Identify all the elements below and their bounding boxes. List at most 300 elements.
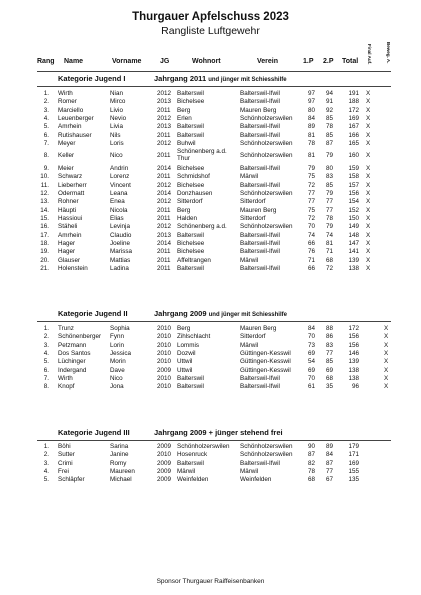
cell-jg: 2012	[157, 140, 172, 148]
category-year: Jahrgang 2009	[154, 309, 207, 318]
cell-p2: 79	[325, 152, 333, 160]
cell-verein: Märwil	[240, 173, 259, 181]
cell-p2: 72	[325, 265, 333, 272]
cell-rang: 17.	[40, 231, 49, 239]
cell-verein: Mauren Berg	[240, 206, 277, 214]
cell-p1: 71	[307, 256, 315, 264]
category-name: Kategorie Jugend I	[58, 74, 126, 83]
table-row	[0, 223, 421, 231]
cell-p1: 97	[307, 90, 315, 97]
cell-verein: Schönholzerswilen	[240, 451, 293, 459]
cell-name: Frei	[58, 467, 69, 475]
cell-name: Wirth	[58, 90, 73, 97]
cell-jg: 2012	[157, 115, 172, 123]
cell-vorname: Fynn	[110, 333, 124, 341]
cell-final-mark: X	[366, 131, 371, 139]
cell-verein: Balterswil-Ifwil	[240, 265, 280, 272]
cell-vorname: Nian	[110, 90, 123, 97]
cell-rang: 3.	[43, 341, 49, 349]
category-group	[154, 309, 287, 318]
cell-rang: 9.	[43, 164, 49, 172]
cell-wohnort: Sitterdorf	[177, 198, 203, 206]
cell-beweg-mark: X	[384, 374, 389, 382]
cell-name: Lieberherr	[58, 181, 87, 189]
cell-verein: Balterswil-Ifwil	[240, 248, 280, 256]
cell-verein: Sitterdorf	[240, 214, 266, 222]
cell-p2: 92	[325, 106, 333, 114]
cell-wohnort: Schönenberg a.d.	[177, 223, 227, 231]
cell-verein: Güttingen-Kesswil	[240, 349, 291, 357]
cell-p2: 67	[325, 476, 333, 484]
table-row	[0, 140, 421, 148]
cell-vorname: Livia	[110, 123, 123, 131]
table-row	[0, 198, 421, 206]
table-row	[0, 451, 421, 459]
cell-verein: Balterswil-Ifwil	[240, 231, 280, 239]
header-p2: 2.P	[323, 58, 334, 65]
table-row	[0, 333, 421, 341]
cell-p1: 54	[307, 358, 315, 366]
cell-verein: Güttingen-Kesswil	[240, 366, 291, 374]
cell-rang: 4.	[43, 467, 49, 475]
cell-vorname: Romy	[110, 459, 127, 467]
cell-p1: 73	[307, 341, 315, 349]
cell-p2: 77	[325, 349, 333, 357]
category-header	[0, 428, 421, 440]
cell-p1: 70	[307, 333, 315, 341]
cell-p2: 35	[325, 383, 333, 391]
cell-jg: 2012	[157, 181, 172, 189]
cell-rang: 21.	[40, 265, 49, 272]
cell-total: 141	[348, 248, 359, 256]
category-note: und jünger mit Schiesshilfe	[208, 77, 287, 83]
cell-verein: Sitterdorf	[240, 333, 266, 341]
cell-vorname: Dave	[110, 366, 125, 374]
table-row	[0, 107, 421, 115]
cell-name: Dos Santos	[58, 349, 91, 357]
cell-vorname: Sophia	[110, 325, 130, 332]
cell-jg: 2012	[157, 198, 172, 206]
cell-name: Indergand	[58, 366, 87, 374]
cell-verein: Sitterdorf	[240, 198, 266, 206]
cell-p2: 86	[325, 333, 333, 341]
cell-wohnort: Berg	[177, 106, 191, 114]
cell-verein: Balterswil-Ifwil	[240, 98, 280, 106]
cell-name: Böhi	[58, 443, 71, 450]
cell-verein: Märwil	[240, 341, 259, 349]
cell-final-mark: X	[366, 256, 371, 264]
cell-wohnort: Bichelsee	[177, 181, 205, 189]
cell-p1: 66	[307, 265, 315, 272]
cell-total: 155	[348, 467, 359, 475]
cell-p2: 77	[325, 467, 333, 475]
cell-final-mark: X	[366, 206, 371, 214]
cell-final-mark: X	[366, 239, 371, 247]
cell-vorname: Loris	[110, 140, 124, 148]
cell-vorname: Nicola	[110, 206, 128, 214]
cell-rang: 7.	[43, 140, 49, 148]
cell-vorname: Jessica	[110, 349, 131, 357]
cell-p2: 78	[325, 214, 333, 222]
cell-name: Amrhein	[58, 231, 82, 239]
cell-p2: 83	[325, 173, 333, 181]
cell-jg: 2013	[157, 231, 172, 239]
cell-verein: Balterswil-Ifwil	[240, 90, 280, 97]
table-row	[0, 173, 421, 181]
cell-wohnort: Balterswil	[177, 383, 204, 391]
cell-total: 169	[348, 459, 359, 467]
cell-p2: 85	[325, 131, 333, 139]
cell-p1: 61	[307, 383, 315, 391]
header-name: Name	[64, 58, 84, 65]
cell-final-mark: X	[366, 265, 371, 272]
cell-total: 158	[348, 173, 359, 181]
cell-jg: 2012	[157, 223, 172, 231]
cell-rang: 14.	[40, 206, 49, 214]
cell-jg: 2010	[157, 325, 172, 332]
table-row	[0, 132, 421, 140]
cell-vorname: Joeline	[110, 239, 130, 247]
cell-jg: 2009	[157, 443, 172, 450]
cell-rang: 10.	[40, 173, 49, 181]
cell-p1: 81	[307, 131, 315, 139]
category-group	[154, 428, 283, 437]
cell-jg: 2009	[157, 366, 172, 374]
cell-total: 146	[348, 349, 359, 357]
cell-p1: 69	[307, 366, 315, 374]
cell-wohnort: Buhwil	[177, 140, 196, 148]
cell-total: 148	[348, 231, 359, 239]
cell-p1: 81	[307, 152, 315, 160]
cell-vorname: Janine	[110, 451, 129, 459]
cell-total: 159	[348, 164, 359, 172]
cell-wohnort: Dozwil	[177, 349, 196, 357]
cell-name: Knopf	[58, 383, 75, 391]
cell-total: 152	[348, 206, 359, 214]
cell-jg: 2011	[157, 131, 171, 139]
cell-total: 179	[348, 443, 359, 450]
cell-vorname: Michael	[110, 476, 132, 484]
cell-rang: 5.	[43, 123, 49, 131]
table-row	[0, 443, 421, 451]
cell-total: 138	[348, 374, 359, 382]
cell-name: Schönenberger	[58, 333, 102, 341]
cell-final-mark: X	[366, 123, 371, 131]
cell-final-mark: X	[366, 164, 371, 172]
header-rule	[37, 71, 391, 72]
cell-rang: 4.	[43, 349, 49, 357]
cell-name: Stäheli	[58, 223, 78, 231]
cell-total: 138	[348, 366, 359, 374]
category-header	[0, 309, 421, 321]
cell-p2: 74	[325, 231, 333, 239]
cell-verein: Balterswil-Ifwil	[240, 123, 280, 131]
cell-vorname: Marissa	[110, 248, 133, 256]
cell-p1: 69	[307, 349, 315, 357]
table-row	[0, 350, 421, 358]
cell-p1: 70	[307, 223, 315, 231]
cell-name: Odermatt	[58, 189, 85, 197]
cell-p2: 81	[325, 239, 333, 247]
document-subtitle: Rangliste Luftgewehr	[161, 25, 260, 37]
cell-name: Petzmann	[58, 341, 87, 349]
cell-p1: 75	[307, 173, 315, 181]
cell-wohnort: Uttwil	[177, 358, 193, 366]
cell-verein: Balterswil-Ifwil	[240, 374, 280, 382]
cell-p1: 90	[307, 443, 315, 450]
cell-name: Wirth	[58, 374, 73, 382]
cell-vorname: Nico	[110, 152, 123, 160]
cell-rang: 8.	[43, 383, 49, 391]
table-row	[0, 367, 421, 375]
cell-p2: 79	[325, 223, 333, 231]
cell-final-mark: X	[366, 189, 371, 197]
category-rule	[37, 440, 391, 441]
cell-vorname: Leana	[110, 189, 128, 197]
cell-rang: 5.	[43, 476, 49, 484]
cell-name: Keller	[58, 152, 75, 160]
cell-rang: 3.	[43, 459, 49, 467]
table-row	[0, 215, 421, 223]
cell-wohnort: Zihlschlacht	[177, 333, 211, 341]
cell-total: 191	[348, 90, 359, 97]
cell-total: 139	[348, 358, 359, 366]
cell-p1: 82	[307, 459, 315, 467]
cell-total: 160	[348, 152, 359, 160]
category-year: Jahrgang 2009 + jünger stehend frei	[154, 428, 283, 437]
cell-rang: 18.	[40, 239, 49, 247]
cell-p2: 69	[325, 366, 333, 374]
table-row	[0, 115, 421, 123]
header-total: Total	[342, 58, 359, 65]
cell-verein: Balterswil-Ifwil	[240, 239, 280, 247]
cell-verein: Schönholzerswilen	[240, 189, 293, 197]
category-header	[0, 74, 421, 86]
cell-wohnort: Schmidshof	[177, 173, 210, 181]
cell-vorname: Lorenz	[110, 173, 130, 181]
header-rang: Rang	[37, 58, 55, 65]
cell-wohnort: Bichelsee	[177, 164, 205, 172]
cell-jg: 2010	[157, 341, 172, 349]
cell-jg: 2012	[157, 90, 172, 97]
header-vorname: Vorname	[112, 58, 142, 65]
cell-p1: 87	[307, 451, 315, 459]
cell-name: Hager	[58, 248, 76, 256]
cell-beweg-mark: X	[384, 341, 389, 349]
cell-p1: 80	[307, 106, 315, 114]
table-row	[0, 240, 421, 248]
cell-wohnort: Balterswil	[177, 131, 204, 139]
header-p1: 1.P	[303, 58, 314, 65]
cell-vorname: Andrin	[110, 164, 129, 172]
cell-p1: 78	[307, 467, 315, 475]
header-beweg: Beweg. A.	[386, 42, 391, 64]
cell-name: Rohner	[58, 198, 79, 206]
cell-vorname: Lorin	[110, 341, 125, 349]
cell-name: Häupti	[58, 206, 77, 214]
cell-beweg-mark: X	[384, 383, 389, 391]
cell-rang: 13.	[40, 198, 49, 206]
cell-final-mark: X	[366, 181, 371, 189]
table-row	[0, 207, 421, 215]
cell-p1: 89	[307, 123, 315, 131]
cell-wohnort: Berg	[177, 325, 191, 332]
table-row	[0, 383, 421, 391]
cell-rang: 2.	[43, 451, 49, 459]
cell-rang: 8.	[43, 152, 49, 160]
cell-rang: 2.	[43, 333, 49, 341]
cell-p2: 80	[325, 164, 333, 172]
cell-total: 156	[348, 341, 359, 349]
cell-final-mark: X	[366, 223, 371, 231]
cell-jg: 2010	[157, 451, 172, 459]
cell-total: 172	[348, 106, 359, 114]
cell-p1: 75	[307, 206, 315, 214]
cell-final-mark: X	[366, 115, 371, 123]
cell-total: 139	[348, 256, 359, 264]
cell-name: Schwarz	[58, 173, 83, 181]
cell-jg: 2011	[157, 106, 171, 114]
cell-p1: 70	[307, 374, 315, 382]
cell-verein: Schönholzerswilen	[240, 152, 293, 160]
cell-wohnort: Berg	[177, 206, 191, 214]
cell-vorname: Maureen	[110, 467, 135, 475]
cell-total: 171	[348, 451, 359, 459]
cell-total: 154	[348, 198, 359, 206]
cell-vorname: Ladina	[110, 265, 129, 272]
cell-p2: 85	[325, 358, 333, 366]
category-year: Jahrgang 2011	[154, 74, 207, 83]
cell-jg: 2009	[157, 476, 172, 484]
cell-rang: 6.	[43, 131, 49, 139]
cell-name: Amrhein	[58, 123, 82, 131]
table-row	[0, 182, 421, 190]
cell-name: Crimi	[58, 459, 73, 467]
category-note: und jünger mit Schiesshilfe	[208, 312, 287, 318]
cell-rang: 16.	[40, 223, 49, 231]
cell-total: 138	[348, 265, 359, 272]
table-row	[0, 325, 421, 333]
cell-total: 135	[348, 476, 359, 484]
cell-vorname: Nico	[110, 374, 123, 382]
sponsor-footer: Sponsor Thurgauer Raiffeisenbanken	[156, 578, 265, 585]
cell-verein: Balterswil-Ifwil	[240, 383, 280, 391]
cell-total: 157	[348, 181, 359, 189]
cell-verein: Weinfelden	[240, 476, 272, 484]
cell-jg: 2010	[157, 383, 172, 391]
cell-p1: 66	[307, 239, 315, 247]
cell-wohnort: Hosenruck	[177, 451, 208, 459]
table-row	[0, 468, 421, 476]
cell-wohnort: Erlen	[177, 115, 192, 123]
cell-wohnort: Balterswil	[177, 90, 204, 97]
cell-p1: 84	[307, 115, 315, 123]
cell-name: Meyer	[58, 140, 76, 148]
cell-vorname: Nils	[110, 131, 121, 139]
cell-final-mark: X	[366, 140, 371, 148]
cell-jg: 2011	[157, 256, 171, 264]
cell-final-mark: X	[366, 173, 371, 181]
cell-p1: 77	[307, 189, 315, 197]
table-row	[0, 358, 421, 366]
cell-beweg-mark: X	[384, 358, 389, 366]
cell-verein: Schönholzerswilen	[240, 443, 293, 450]
cell-vorname: Enea	[110, 198, 125, 206]
cell-name: Trunz	[58, 325, 74, 332]
cell-jg: 2013	[157, 98, 172, 106]
cell-jg: 2014	[157, 164, 172, 172]
cell-p1: 76	[307, 248, 315, 256]
cell-jg: 2010	[157, 333, 172, 341]
cell-p2: 78	[325, 123, 333, 131]
cell-final-mark: X	[366, 231, 371, 239]
cell-total: 156	[348, 333, 359, 341]
cell-vorname: Livio	[110, 106, 123, 114]
cell-total: 96	[351, 383, 359, 391]
cell-jg: 2013	[157, 123, 172, 131]
cell-final-mark: X	[366, 98, 371, 106]
header-wohnort: Wohnort	[192, 58, 221, 65]
cell-total: 165	[348, 140, 359, 148]
cell-vorname: Jona	[110, 383, 124, 391]
header-jg: JG	[160, 58, 170, 65]
cell-p2: 77	[325, 206, 333, 214]
table-row	[0, 265, 421, 273]
cell-name: Rutishauser	[58, 131, 92, 139]
cell-wohnort: Halden	[177, 214, 197, 222]
cell-beweg-mark: X	[384, 333, 389, 341]
cell-p2: 84	[325, 451, 333, 459]
cell-name: Meier	[58, 164, 74, 172]
cell-verein: Märwil	[240, 467, 259, 475]
cell-final-mark: X	[366, 198, 371, 206]
cell-jg: 2009	[157, 459, 172, 467]
cell-vorname: Vincent	[110, 181, 131, 189]
cell-name: Sutter	[58, 451, 75, 459]
cell-rang: 5.	[43, 358, 49, 366]
cell-rang: 4.	[43, 115, 49, 123]
cell-vorname: Mattias	[110, 256, 131, 264]
cell-p2: 71	[325, 248, 333, 256]
cell-name: Romer	[58, 98, 77, 106]
table-row	[0, 342, 421, 350]
cell-p1: 74	[307, 231, 315, 239]
cell-wohnort: Donzhausen	[177, 189, 213, 197]
cell-vorname: Morin	[110, 358, 126, 366]
cell-verein: Balterswil-Ifwil	[240, 131, 280, 139]
cell-verein: Balterswil-Ifwil	[240, 181, 280, 189]
cell-total: 156	[348, 189, 359, 197]
cell-rang: 15.	[40, 214, 49, 222]
cell-final-mark: X	[366, 106, 371, 114]
cell-p2: 77	[325, 198, 333, 206]
cell-wohnort: Weinfelden	[177, 476, 209, 484]
cell-total: 188	[348, 98, 359, 106]
cell-wohnort: Balterswil	[177, 123, 204, 131]
cell-beweg-mark: X	[384, 325, 389, 332]
cell-verein: Mauren Berg	[240, 106, 277, 114]
cell-p1: 77	[307, 198, 315, 206]
cell-name: Holenstein	[58, 265, 88, 272]
header-final: Final Auf.	[367, 44, 372, 65]
cell-verein: Schönholzerswilen	[240, 140, 293, 148]
cell-verein: Märwil	[240, 256, 259, 264]
cell-name: Schläpfer	[58, 476, 85, 484]
table-row	[0, 148, 421, 163]
table-row	[0, 190, 421, 198]
cell-vorname: Elias	[110, 214, 124, 222]
cell-p2: 85	[325, 115, 333, 123]
